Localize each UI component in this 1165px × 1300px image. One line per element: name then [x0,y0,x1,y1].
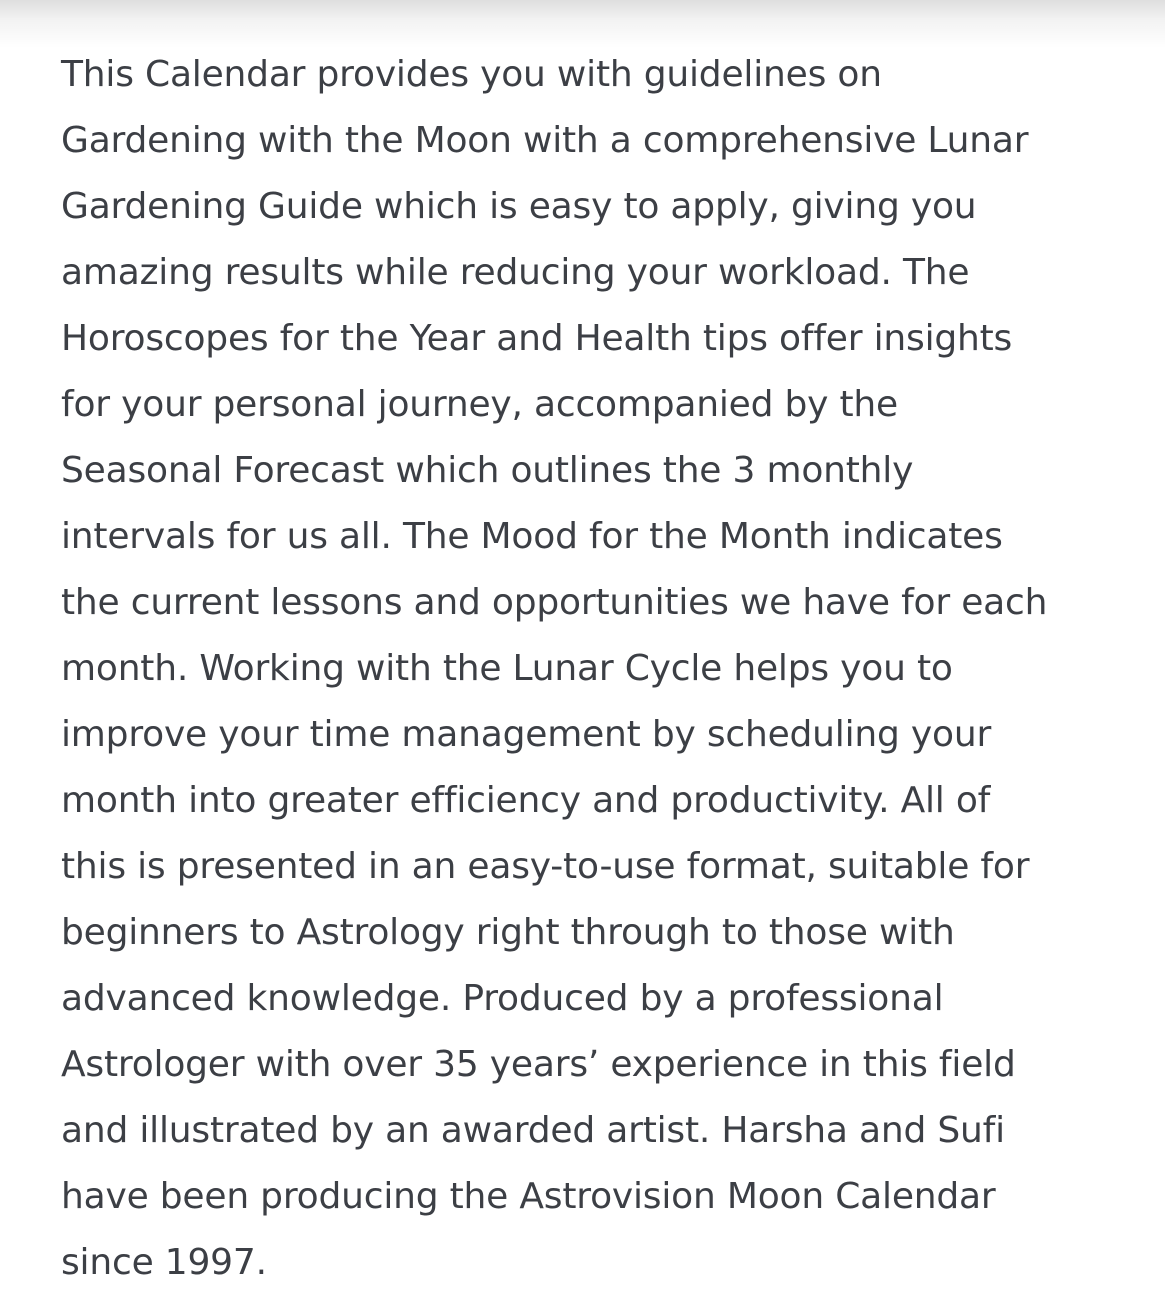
description-line: for your personal journey, accompanied by the [61,384,899,425]
description-line: Astrologer with over 35 years’ experience in this field [61,1044,1016,1085]
description-line: Seasonal Forecast which outlines the 3 monthly [61,450,914,491]
description-line: this is presented in an easy-to-use format, suitable for [61,846,1030,887]
description-line: and illustrated by an awarded artist. Harsha and Sufi [61,1110,1005,1151]
description-line: Horoscopes for the Year and Health tips offer insights [61,318,1013,359]
description-line: the current lessons and opportunities we have for each [61,582,1048,623]
description-line: improve your time management by scheduling your [61,714,992,755]
description-line: Gardening with the Moon with a comprehensive Lunar [61,120,1029,161]
product-description [61,42,1131,1296]
description-line: month. Working with the Lunar Cycle helps you to [61,648,953,689]
description-line: This Calendar provides you with guidelines on [61,54,882,95]
header-shadow [0,0,1165,48]
description-line: month into greater efficiency and productivity. All of [61,780,991,821]
description-line: have been producing the Astrovision Moon Calendar [61,1176,996,1217]
description-line: intervals for us all. The Mood for the Month indicates [61,516,1003,557]
description-line: advanced knowledge. Produced by a professional [61,978,944,1019]
description-line: beginners to Astrology right through to those with [61,912,955,953]
description-line: since 1997. [61,1242,267,1283]
description-line: amazing results while reducing your workload. The [61,252,970,293]
description-line: Gardening Guide which is easy to apply, giving you [61,186,977,227]
